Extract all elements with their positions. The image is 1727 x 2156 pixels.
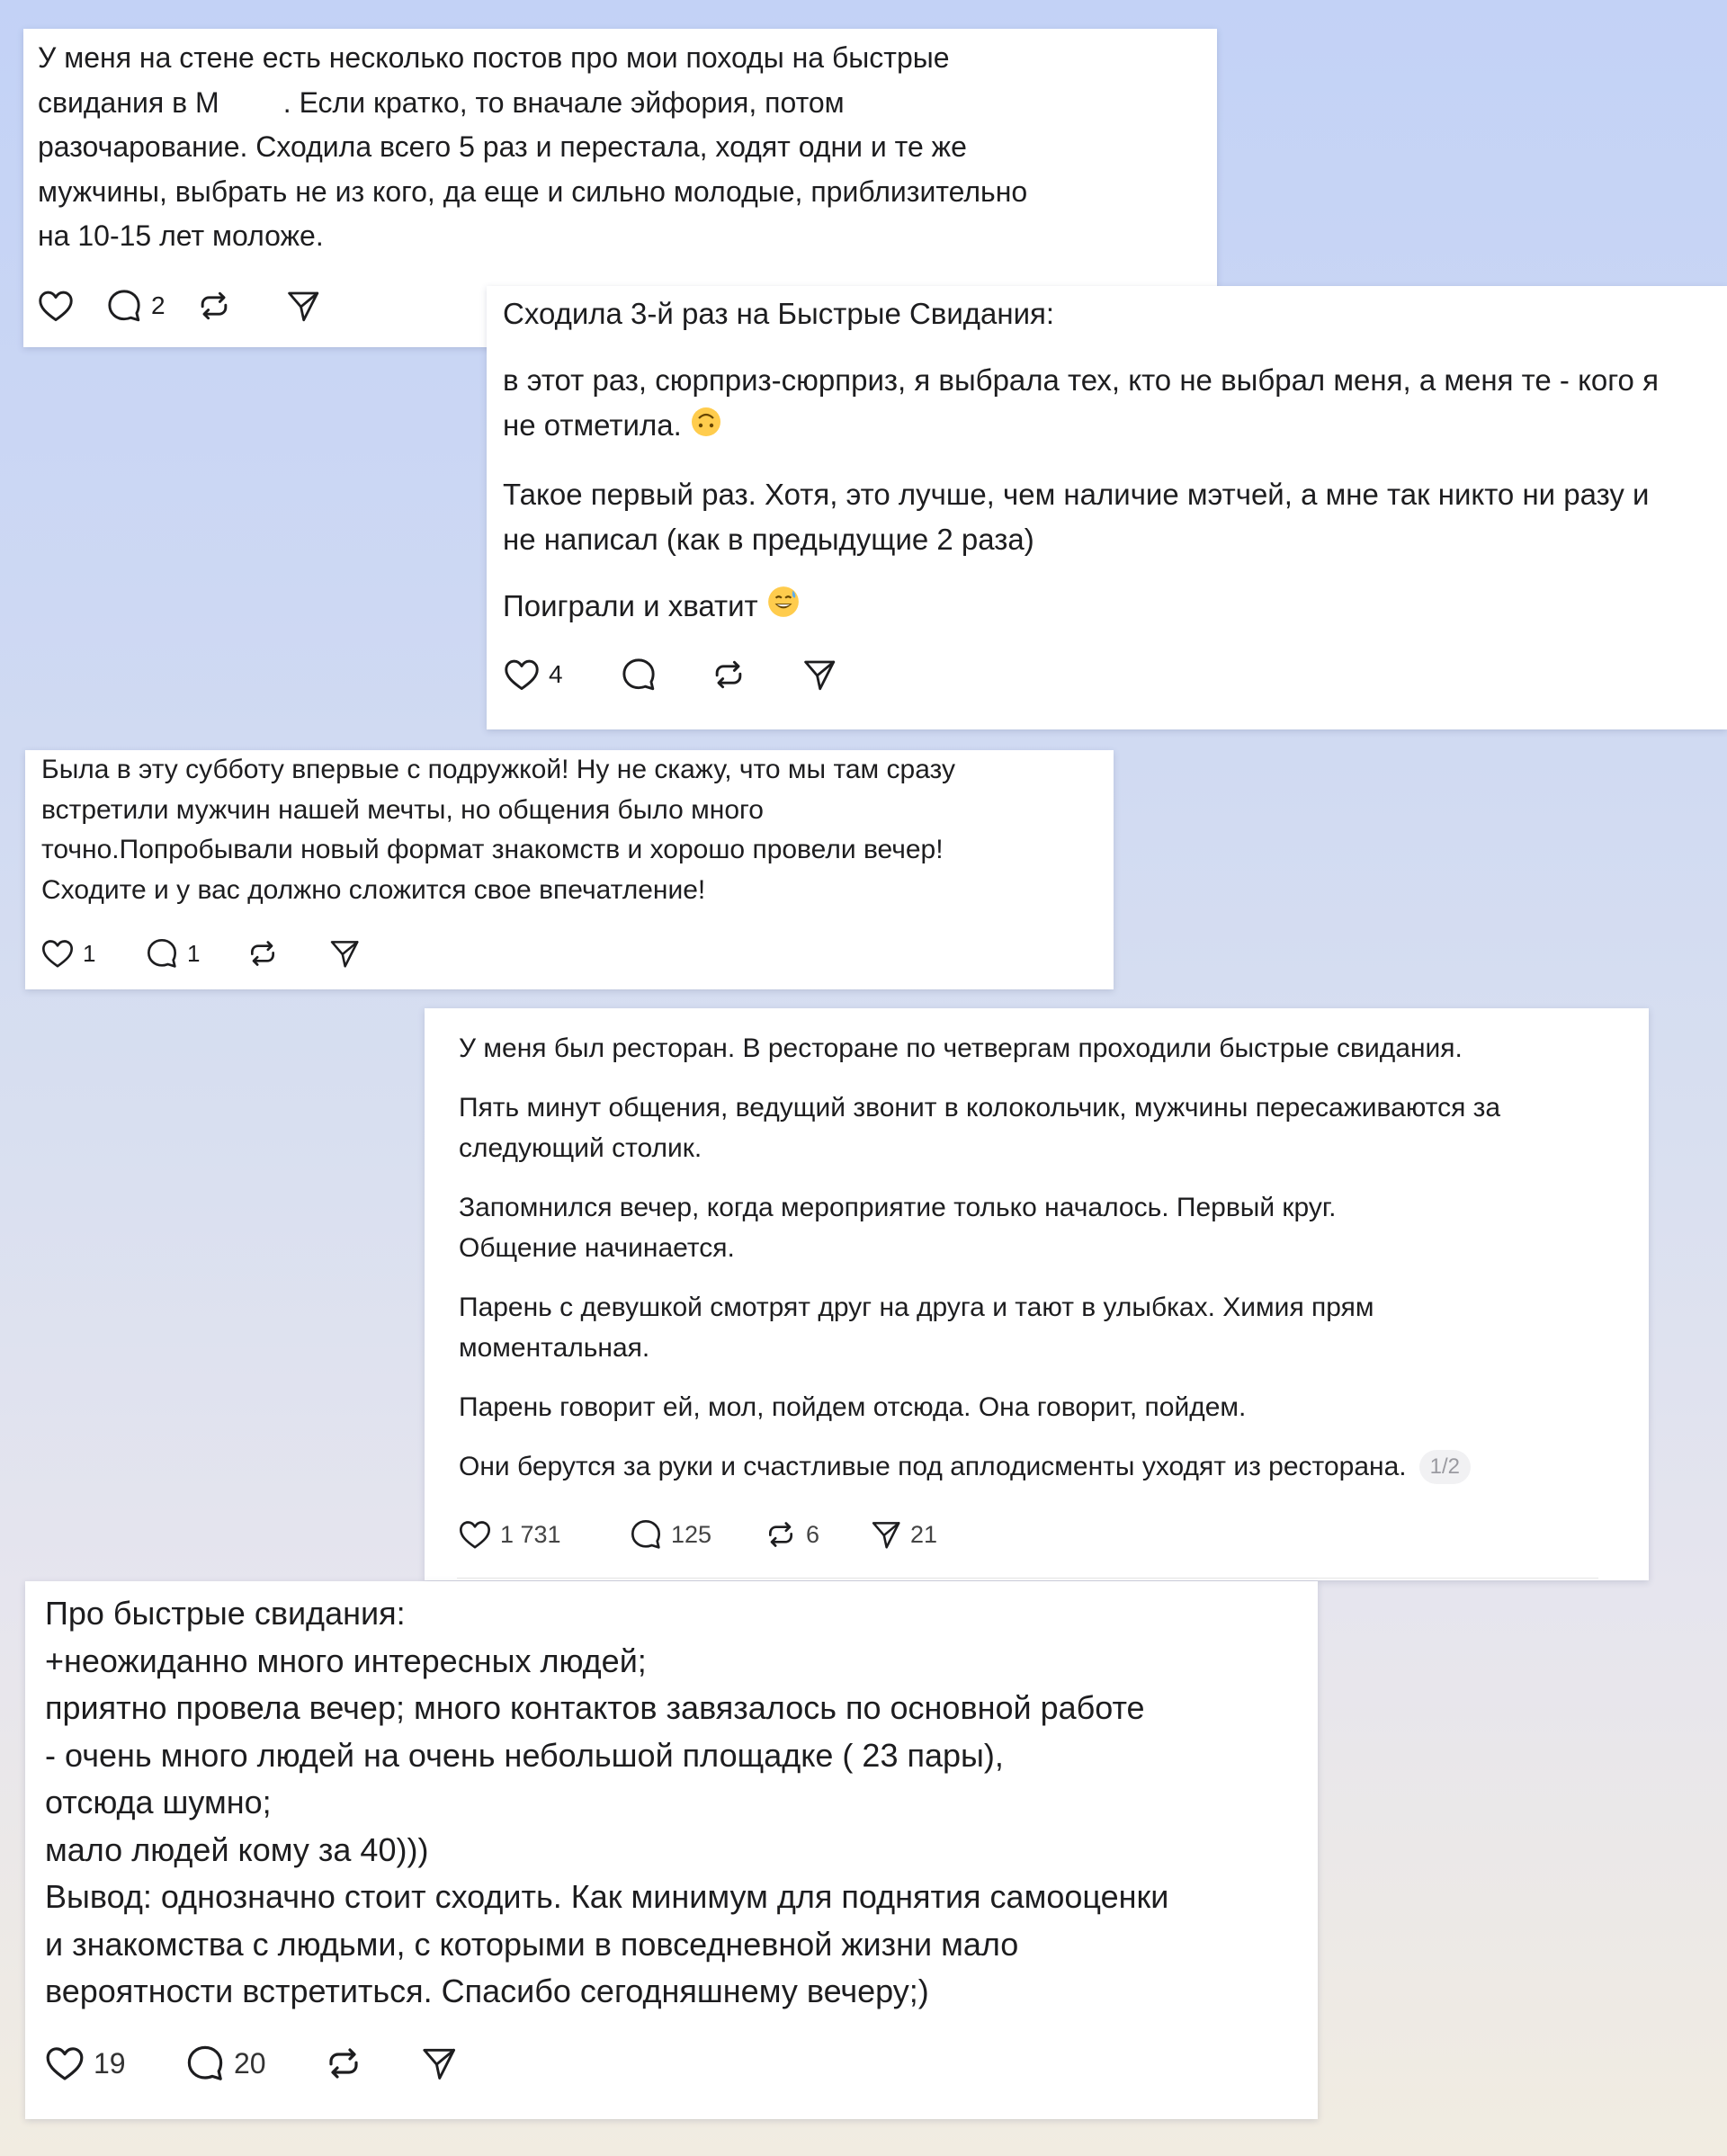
comment-icon [104, 286, 144, 326]
share-button[interactable] [869, 1517, 937, 1552]
post-line: отсюда шумно; [45, 1784, 272, 1821]
post-paragraph: Такое первый раз. Хотя, это лучше, чем наличие мэтчей, а мне так никто ни разу и не написал (как в предыдущие 2 раза) [503, 478, 1650, 556]
post-line: приятно провела вечер; много контактов завязалось по основной работе [45, 1689, 1145, 1726]
like-button[interactable] [40, 935, 144, 971]
comment-icon [144, 935, 180, 971]
post-paragraph: Сходила 3-й раз на Быстрые Свидания: [503, 297, 1055, 330]
post-paragraph [503, 584, 1672, 631]
post-paragraph-text: в этот раз, сюрприз-сюрприз, я выбрала тех, кто не выбрал меня, а меня те - кого я не отметила. [503, 363, 1659, 442]
repost-icon [194, 286, 234, 326]
post-line: мало людей кому за 40))) [45, 1830, 429, 1868]
post-paragraph-text: Они берутся за руки и счастливые под аплодисменты уходят из ресторана. [459, 1452, 1407, 1481]
post-line: Про быстрые свидания: [45, 1595, 406, 1632]
repost-count: 6 [806, 1520, 820, 1548]
send-icon [869, 1517, 903, 1552]
heart-icon [36, 286, 76, 326]
comment-button[interactable] [183, 2042, 322, 2085]
post-paragraph [503, 358, 1672, 451]
post-line: вероятности встретиться. Спасибо сегодняшнему вечеру;) [45, 1973, 929, 2009]
post-text [503, 291, 1672, 653]
comment-button[interactable] [628, 1516, 763, 1552]
repost-button[interactable] [763, 1516, 869, 1552]
like-button[interactable] [502, 655, 619, 694]
comment-icon [628, 1516, 664, 1552]
post-line: разочарование. Сходила всего 5 раз и перестала, ходят одни и те же [38, 130, 967, 163]
post-text [45, 1590, 1168, 2016]
share-button[interactable] [327, 936, 362, 971]
post-line: Сходите и у вас должно сложится свое впечатление! [41, 874, 706, 905]
post-line: мужчины, выбрать не из кого, да еще и сильно молодые, приблизительно [38, 174, 1028, 208]
like-button[interactable] [43, 2042, 183, 2085]
repost-button[interactable] [245, 935, 327, 971]
like-count: 4 [549, 660, 563, 688]
share-button[interactable] [284, 287, 322, 325]
repost-button[interactable] [194, 286, 284, 326]
share-button[interactable] [801, 656, 838, 693]
comment-icon [619, 655, 658, 694]
comment-button[interactable] [144, 935, 245, 971]
post-paragraph: Парень говорит ей, мол, пойдем отсюда. Она говорит, пойдем. [459, 1392, 1247, 1422]
like-count: 1 731 [500, 1520, 561, 1548]
post-paragraph: У меня был ресторан. В ресторане по четвергам проходили быстрые свидания. [459, 1033, 1463, 1063]
post-text [459, 1028, 1592, 1506]
post-actions [502, 655, 838, 694]
post-actions [457, 1516, 937, 1552]
post-line: Вывод: однозначно стоит сходить. Как минимум для поднятия самооценки [45, 1878, 1169, 1915]
send-icon [284, 287, 322, 325]
share-button[interactable] [419, 2044, 459, 2083]
heart-icon [457, 1516, 493, 1552]
post-paragraph: Пять минут общения, ведущий звонит в колокольчик, мужчины пересаживаются за следующий столик. [459, 1093, 1501, 1163]
comment-count: 1 [187, 939, 201, 967]
repost-icon [709, 655, 748, 694]
post-card-5 [25, 1581, 1318, 2119]
comment-icon [183, 2042, 227, 2085]
repost-button[interactable] [322, 2042, 419, 2085]
post-line: свидания в М . Если кратко, то вначале эйфория, потом [38, 85, 845, 119]
post-paragraph: Запомнился вечер, когда мероприятие только началось. Первый круг. Общение начинается. [459, 1193, 1337, 1263]
post-text [41, 750, 955, 910]
send-icon [801, 656, 838, 693]
divider [457, 1578, 1598, 1579]
like-button[interactable] [457, 1516, 628, 1552]
post-paragraph: Парень с девушкой смотрят друг на друга и тают в улыбках. Химия прям моментальная. [459, 1293, 1374, 1363]
like-count: 1 [83, 939, 96, 967]
send-icon [419, 2044, 459, 2083]
comment-button[interactable] [619, 655, 709, 694]
like-count: 19 [94, 2046, 126, 2080]
post-line: точно.Попробывали новый формат знакомств и хорошо провели вечер! [41, 835, 944, 864]
share-count: 21 [910, 1520, 938, 1548]
like-button[interactable] [36, 286, 104, 326]
comment-count: 2 [151, 291, 166, 319]
post-paragraph-text: Поиграли и хватит [503, 589, 758, 622]
post-card-4 [425, 1008, 1649, 1580]
post-actions [40, 935, 362, 971]
post-line: У меня на стене есть несколько постов про мои походы на быстрые [38, 41, 950, 74]
repost-icon [763, 1516, 799, 1552]
grinning-sweat-icon [766, 585, 801, 631]
post-line: +неожиданно много интересных людей; [45, 1642, 647, 1679]
repost-button[interactable] [709, 655, 801, 694]
post-actions [43, 2042, 459, 2085]
heart-icon [43, 2042, 86, 2085]
upside-down-face-icon [690, 406, 722, 451]
comment-count: 125 [671, 1520, 712, 1548]
post-line: встретили мужчин нашей мечты, но общения было много [41, 794, 764, 825]
post-line: и знакомства с людьми, с которыми в повседневной жизни мало [45, 1925, 1019, 1963]
post-line: Была в эту субботу впервые с подружкой! Ну не скажу, что мы там сразу [41, 755, 955, 784]
post-paragraph [459, 1446, 1592, 1487]
heart-icon [502, 655, 541, 694]
comment-count: 20 [234, 2046, 266, 2080]
repost-icon [322, 2042, 365, 2085]
send-icon [327, 936, 362, 971]
comment-button[interactable] [104, 286, 194, 326]
post-line: на 10-15 лет моложе. [38, 219, 324, 252]
thread-pager[interactable]: 1/2 [1419, 1450, 1471, 1484]
post-text [38, 36, 1027, 259]
post-actions [36, 286, 322, 326]
post-line: - очень много людей на очень небольшой площадке ( 23 пары), [45, 1736, 1004, 1774]
repost-icon [245, 935, 281, 971]
heart-icon [40, 935, 76, 971]
